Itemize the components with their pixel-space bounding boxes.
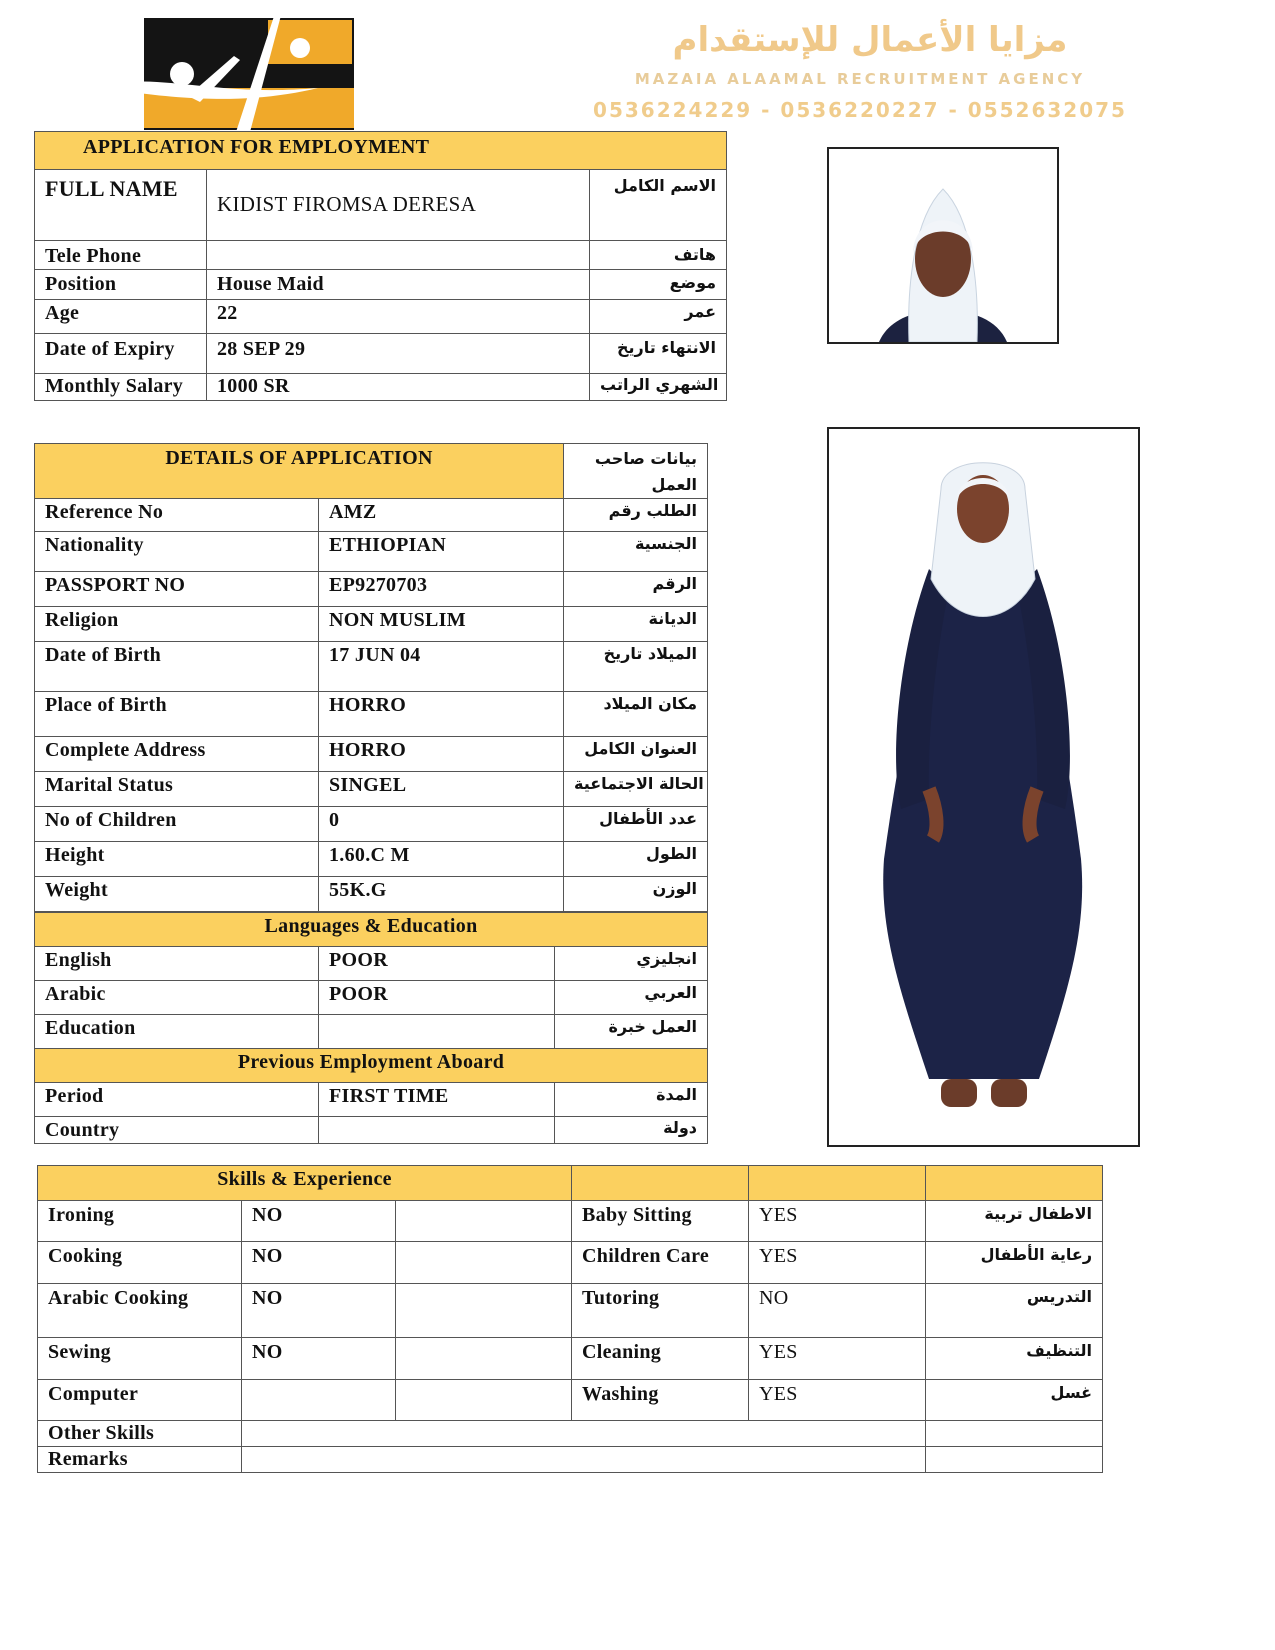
address-ar: العنوان الكامل — [564, 737, 708, 772]
skill-arabic-cooking-label: Arabic Cooking — [38, 1284, 242, 1338]
nationality-label: Nationality — [35, 532, 319, 572]
skill-children-care-label: Children Care — [572, 1242, 749, 1284]
reference-label: Reference No — [35, 499, 319, 532]
skill-cooking-label: Cooking — [38, 1242, 242, 1284]
application-title: APPLICATION FOR EMPLOYMENT — [35, 132, 727, 170]
remarks-ar — [926, 1447, 1103, 1473]
skill-blank — [396, 1380, 572, 1421]
remarks-value — [242, 1447, 926, 1473]
address-value: HORRO — [319, 737, 564, 772]
passport-ar: الرقم — [564, 572, 708, 607]
application-table — [34, 131, 727, 401]
birth-date-ar: الميلاد تاريخ — [564, 642, 708, 692]
skill-washing-ar: غسل — [926, 1380, 1103, 1421]
address-label: Complete Address — [35, 737, 319, 772]
birth-date-value: 17 JUN 04 — [319, 642, 564, 692]
reference-ar: الطلب رقم — [564, 499, 708, 532]
height-value: 1.60.C M — [319, 842, 564, 877]
skills-header-blank — [572, 1166, 749, 1201]
skill-ironing-label: Ironing — [38, 1201, 242, 1242]
birth-date-label: Date of Birth — [35, 642, 319, 692]
remarks-label: Remarks — [38, 1447, 242, 1473]
arabic-value: POOR — [319, 981, 555, 1015]
skill-blank — [396, 1284, 572, 1338]
other-skills-ar — [926, 1421, 1103, 1447]
skill-cooking-value: NO — [242, 1242, 396, 1284]
agency-phones: 0536224229 - 0536220227 - 0552632075 — [593, 98, 1127, 122]
details-title-ar: بيانات صاحب العمل — [564, 444, 708, 499]
english-value: POOR — [319, 947, 555, 981]
religion-value: NON MUSLIM — [319, 607, 564, 642]
period-value: FIRST TIME — [319, 1083, 555, 1117]
previous-title: Previous Employment Aboard — [35, 1049, 708, 1083]
telephone-value — [207, 241, 590, 270]
age-value: 22 — [207, 300, 590, 334]
education-value — [319, 1015, 555, 1049]
position-label: Position — [35, 270, 207, 300]
education-label: Education — [35, 1015, 319, 1049]
skill-tutoring-value: NO — [749, 1284, 926, 1338]
country-value — [319, 1117, 555, 1144]
full-name-label: FULL NAME — [35, 170, 207, 241]
skill-cleaning-value: YES — [749, 1338, 926, 1380]
skill-baby-sitting-value: YES — [749, 1201, 926, 1242]
salary-ar: الشهري الراتب — [590, 374, 727, 401]
skill-blank — [396, 1201, 572, 1242]
skill-cleaning-ar: التنظيف — [926, 1338, 1103, 1380]
expiry-value: 28 SEP 29 — [207, 334, 590, 374]
age-label: Age — [35, 300, 207, 334]
position-ar: موضع — [590, 270, 727, 300]
skill-tutoring-ar: التدريس — [926, 1284, 1103, 1338]
skills-header-blank — [749, 1166, 926, 1201]
religion-label: Religion — [35, 607, 319, 642]
agency-banner — [520, 8, 1235, 130]
skills-title: Skills & Experience — [38, 1166, 572, 1201]
full-name-value: KIDIST FIROMSA DERESA — [207, 170, 590, 241]
height-label: Height — [35, 842, 319, 877]
skill-computer-label: Computer — [38, 1380, 242, 1421]
marital-ar: الحالة الاجتماعية — [564, 772, 708, 807]
reference-value: AMZ — [319, 499, 564, 532]
languages-table — [34, 912, 708, 1144]
age-ar: عمر — [590, 300, 727, 334]
birth-place-ar: مكان الميلاد — [564, 692, 708, 737]
agency-logo — [118, 4, 358, 132]
languages-title: Languages & Education — [35, 913, 708, 947]
children-ar: عدد الأطفال — [564, 807, 708, 842]
skill-washing-value: YES — [749, 1380, 926, 1421]
english-ar: انجليزي — [555, 947, 708, 981]
telephone-ar: هاتف — [590, 241, 727, 270]
portrait-photo — [827, 147, 1059, 344]
agency-name-en: MAZAIA ALAAMAL RECRUITMENT AGENCY — [634, 70, 1086, 88]
skills-table — [37, 1165, 1103, 1473]
skill-computer-value — [242, 1380, 396, 1421]
skill-children-care-ar: رعاية الأطفال — [926, 1242, 1103, 1284]
salary-value: 1000 SR — [207, 374, 590, 401]
skill-washing-label: Washing — [572, 1380, 749, 1421]
skill-baby-sitting-label: Baby Sitting — [572, 1201, 749, 1242]
education-ar: العمل خبرة — [555, 1015, 708, 1049]
skill-blank — [396, 1242, 572, 1284]
skill-children-care-value: YES — [749, 1242, 926, 1284]
children-value: 0 — [319, 807, 564, 842]
passport-label: PASSPORT NO — [35, 572, 319, 607]
passport-value: EP9270703 — [319, 572, 564, 607]
weight-value: 55K.G — [319, 877, 564, 912]
full-name-ar: الاسم الكامل — [590, 170, 727, 241]
arabic-ar: العربي — [555, 981, 708, 1015]
skill-arabic-cooking-value: NO — [242, 1284, 396, 1338]
skill-blank — [396, 1338, 572, 1380]
marital-label: Marital Status — [35, 772, 319, 807]
birth-place-value: HORRO — [319, 692, 564, 737]
details-table — [34, 443, 708, 912]
weight-label: Weight — [35, 877, 319, 912]
nationality-value: ETHIOPIAN — [319, 532, 564, 572]
other-skills-label: Other Skills — [38, 1421, 242, 1447]
skills-header-blank — [926, 1166, 1103, 1201]
skill-tutoring-label: Tutoring — [572, 1284, 749, 1338]
skill-cleaning-label: Cleaning — [572, 1338, 749, 1380]
country-ar: دولة — [555, 1117, 708, 1144]
skill-sewing-label: Sewing — [38, 1338, 242, 1380]
position-value: House Maid — [207, 270, 590, 300]
details-title: DETAILS OF APPLICATION — [35, 444, 564, 499]
skill-baby-sitting-ar: الاطفال تربية — [926, 1201, 1103, 1242]
salary-label: Monthly Salary — [35, 374, 207, 401]
telephone-label: Tele Phone — [35, 241, 207, 270]
full-body-photo — [827, 427, 1140, 1147]
nationality-ar: الجنسية — [564, 532, 708, 572]
expiry-label: Date of Expiry — [35, 334, 207, 374]
birth-place-label: Place of Birth — [35, 692, 319, 737]
country-label: Country — [35, 1117, 319, 1144]
arabic-label: Arabic — [35, 981, 319, 1015]
skill-sewing-value: NO — [242, 1338, 396, 1380]
expiry-ar: الانتهاء تاريخ — [590, 334, 727, 374]
english-label: English — [35, 947, 319, 981]
period-ar: المدة — [555, 1083, 708, 1117]
religion-ar: الديانة — [564, 607, 708, 642]
children-label: No of Children — [35, 807, 319, 842]
marital-value: SINGEL — [319, 772, 564, 807]
agency-name-ar: مزايا الأعمال للإستقدام — [672, 20, 1068, 60]
other-skills-value — [242, 1421, 926, 1447]
period-label: Period — [35, 1083, 319, 1117]
skill-ironing-value: NO — [242, 1201, 396, 1242]
height-ar: الطول — [564, 842, 708, 877]
weight-ar: الوزن — [564, 877, 708, 912]
